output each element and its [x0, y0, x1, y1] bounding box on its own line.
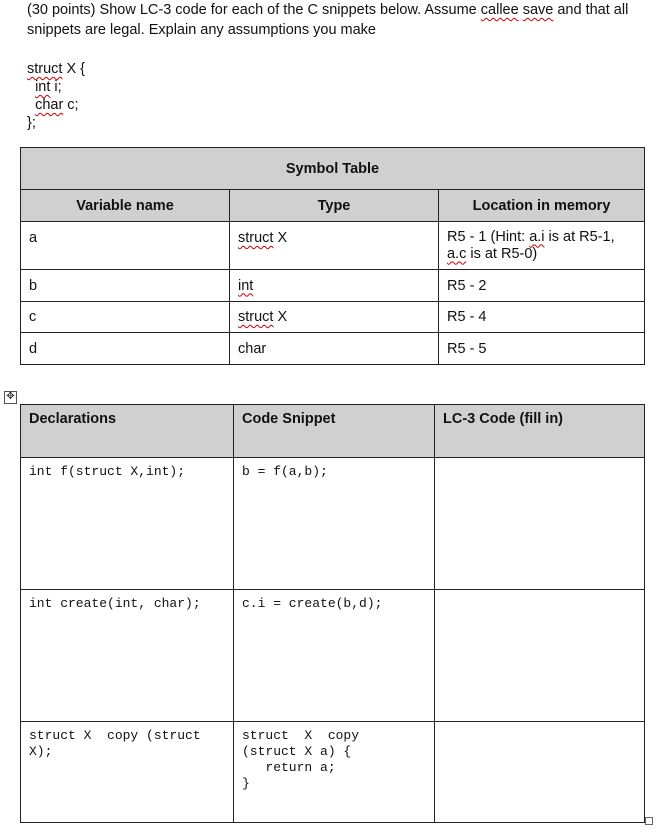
col-header-variable: Variable name: [21, 190, 230, 222]
type-keyword: struct: [238, 309, 274, 325]
var-location: R5 - 4: [439, 302, 645, 333]
answer-cell[interactable]: [435, 722, 645, 823]
var-location: R5 - 5: [439, 333, 645, 365]
type-rest: char: [238, 340, 267, 357]
resize-handle-icon[interactable]: [645, 817, 653, 825]
prompt-text: (30 points) Show LC-3 code for each of the C snippets below. Assume: [27, 2, 481, 18]
hint-ai: a.i: [529, 228, 545, 245]
snippet-cell: c.i = create(b,d);: [234, 590, 435, 722]
struct-name: X {: [62, 61, 86, 77]
var-name: b: [21, 270, 230, 302]
table-row: [21, 270, 645, 302]
answer-cell[interactable]: [435, 590, 645, 722]
col-header-location: Location in memory: [439, 190, 645, 222]
code-table: [20, 404, 645, 823]
col-header-type: Type: [230, 190, 439, 222]
declaration-cell: int create(int, char);: [21, 590, 234, 722]
var-location: R5 - 2: [439, 270, 645, 302]
var-name: d: [21, 333, 230, 365]
col-header-snippet: Code Snippet: [234, 405, 435, 458]
var-type: [230, 302, 439, 333]
symbol-table: [20, 147, 645, 365]
table-row: [21, 590, 645, 722]
snippet-cell: b = f(a,b);: [234, 458, 435, 590]
struct-close: };: [27, 115, 36, 131]
declaration-cell: int f(struct X,int);: [21, 458, 234, 590]
snippet-cell: struct X copy (struct X a) { return a; }: [234, 722, 435, 823]
type-rest: X: [273, 309, 288, 325]
symbol-table-title: Symbol Table: [21, 148, 645, 190]
loc-text: R5 - 1 (Hint:: [447, 228, 530, 245]
type-keyword: int: [238, 277, 254, 294]
struct-definition: [27, 60, 85, 132]
var-type: [230, 222, 439, 270]
answer-cell[interactable]: [435, 458, 645, 590]
var-name: a: [21, 222, 230, 270]
var-location: [439, 222, 645, 270]
type-keyword: struct: [238, 230, 274, 246]
table-row: [21, 302, 645, 333]
move-handle-icon[interactable]: ✥: [4, 391, 17, 404]
table-row: [21, 222, 645, 270]
table-row: [21, 722, 645, 823]
prompt-line-2: snippets are legal. Explain any assumptions you make: [27, 22, 376, 38]
hint-end: is at R5-0): [466, 245, 538, 262]
field-name: i;: [50, 79, 62, 95]
struct-keyword: struct: [27, 61, 63, 77]
field-name: c;: [63, 97, 79, 113]
table-row: [21, 458, 645, 590]
field-type: char: [35, 97, 64, 113]
declaration-cell: struct X copy (struct X);: [21, 722, 234, 823]
question-prompt: [27, 0, 652, 40]
var-type: [230, 270, 439, 302]
var-name: c: [21, 302, 230, 333]
hint-ac: a.c: [447, 245, 467, 262]
hint-mid: is at R5-1,: [544, 228, 615, 245]
type-rest: X: [273, 230, 288, 246]
prompt-text-end: and that all: [553, 2, 629, 18]
var-type: [230, 333, 439, 365]
prompt-save: save: [522, 2, 554, 18]
field-type: int: [35, 79, 51, 95]
table-row: [21, 333, 645, 365]
col-header-lc3: LC-3 Code (fill in): [435, 405, 645, 458]
col-header-declarations: Declarations: [21, 405, 234, 458]
prompt-callee: callee: [480, 2, 519, 18]
